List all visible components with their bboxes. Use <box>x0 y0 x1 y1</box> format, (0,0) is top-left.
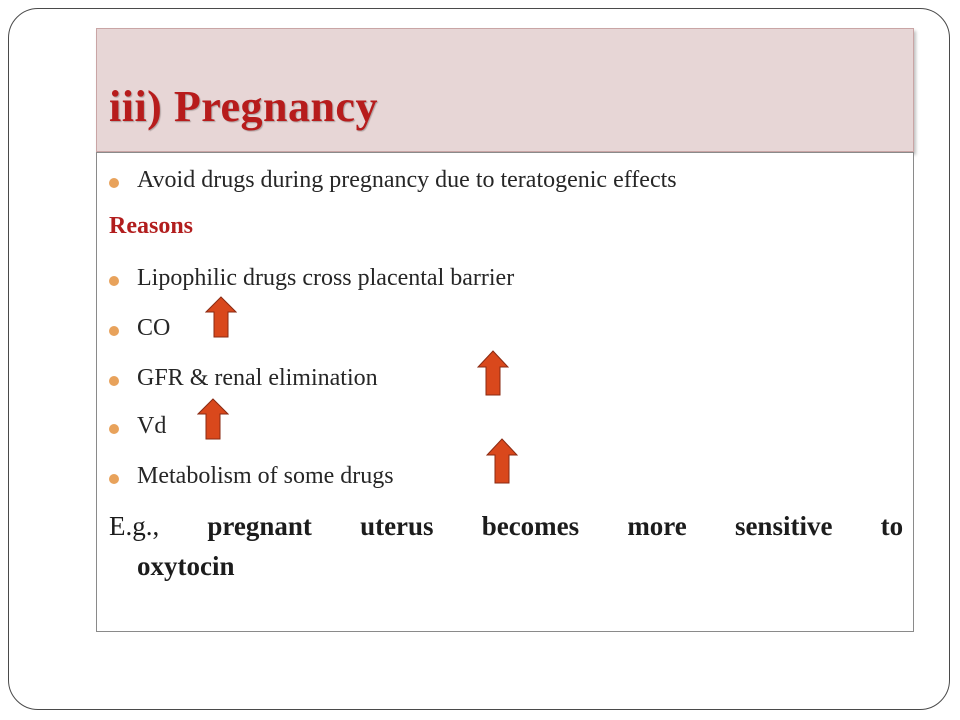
reasons-heading: Reasons <box>109 213 194 239</box>
bullet-dot <box>109 276 119 286</box>
bullet-dot <box>109 424 119 434</box>
slide-title: iii) Pregnancy <box>109 82 378 131</box>
bullet-text: Avoid drugs during pregnancy due to teratogenic effects <box>137 167 677 193</box>
reason-text: Vd <box>137 413 167 439</box>
bullet-dot <box>109 376 119 386</box>
bullet-dot <box>109 178 119 188</box>
reason-text: GFR & renal elimination <box>137 365 378 391</box>
reason-text: Lipophilic drugs cross placental barrier <box>137 265 515 291</box>
reason-text: CO <box>137 315 171 341</box>
example-word: to <box>880 511 904 541</box>
up-arrow-icon <box>486 438 518 484</box>
up-arrow-icon <box>477 350 509 396</box>
example-line-2: oxytocin <box>137 551 235 581</box>
up-arrow-icon <box>205 296 237 338</box>
example-line <box>109 511 903 542</box>
example-word: uterus <box>360 511 434 541</box>
title-bar <box>96 28 914 152</box>
up-arrow-icon <box>197 398 229 440</box>
reason-text: Metabolism of some drugs <box>137 463 394 489</box>
example-prefix: E.g., <box>109 511 160 541</box>
example-word: pregnant <box>207 511 312 541</box>
example-word: becomes <box>481 511 580 541</box>
bullet-dot <box>109 474 119 484</box>
example-word: sensitive <box>734 511 833 541</box>
example-word: more <box>627 511 687 541</box>
bullet-dot <box>109 326 119 336</box>
